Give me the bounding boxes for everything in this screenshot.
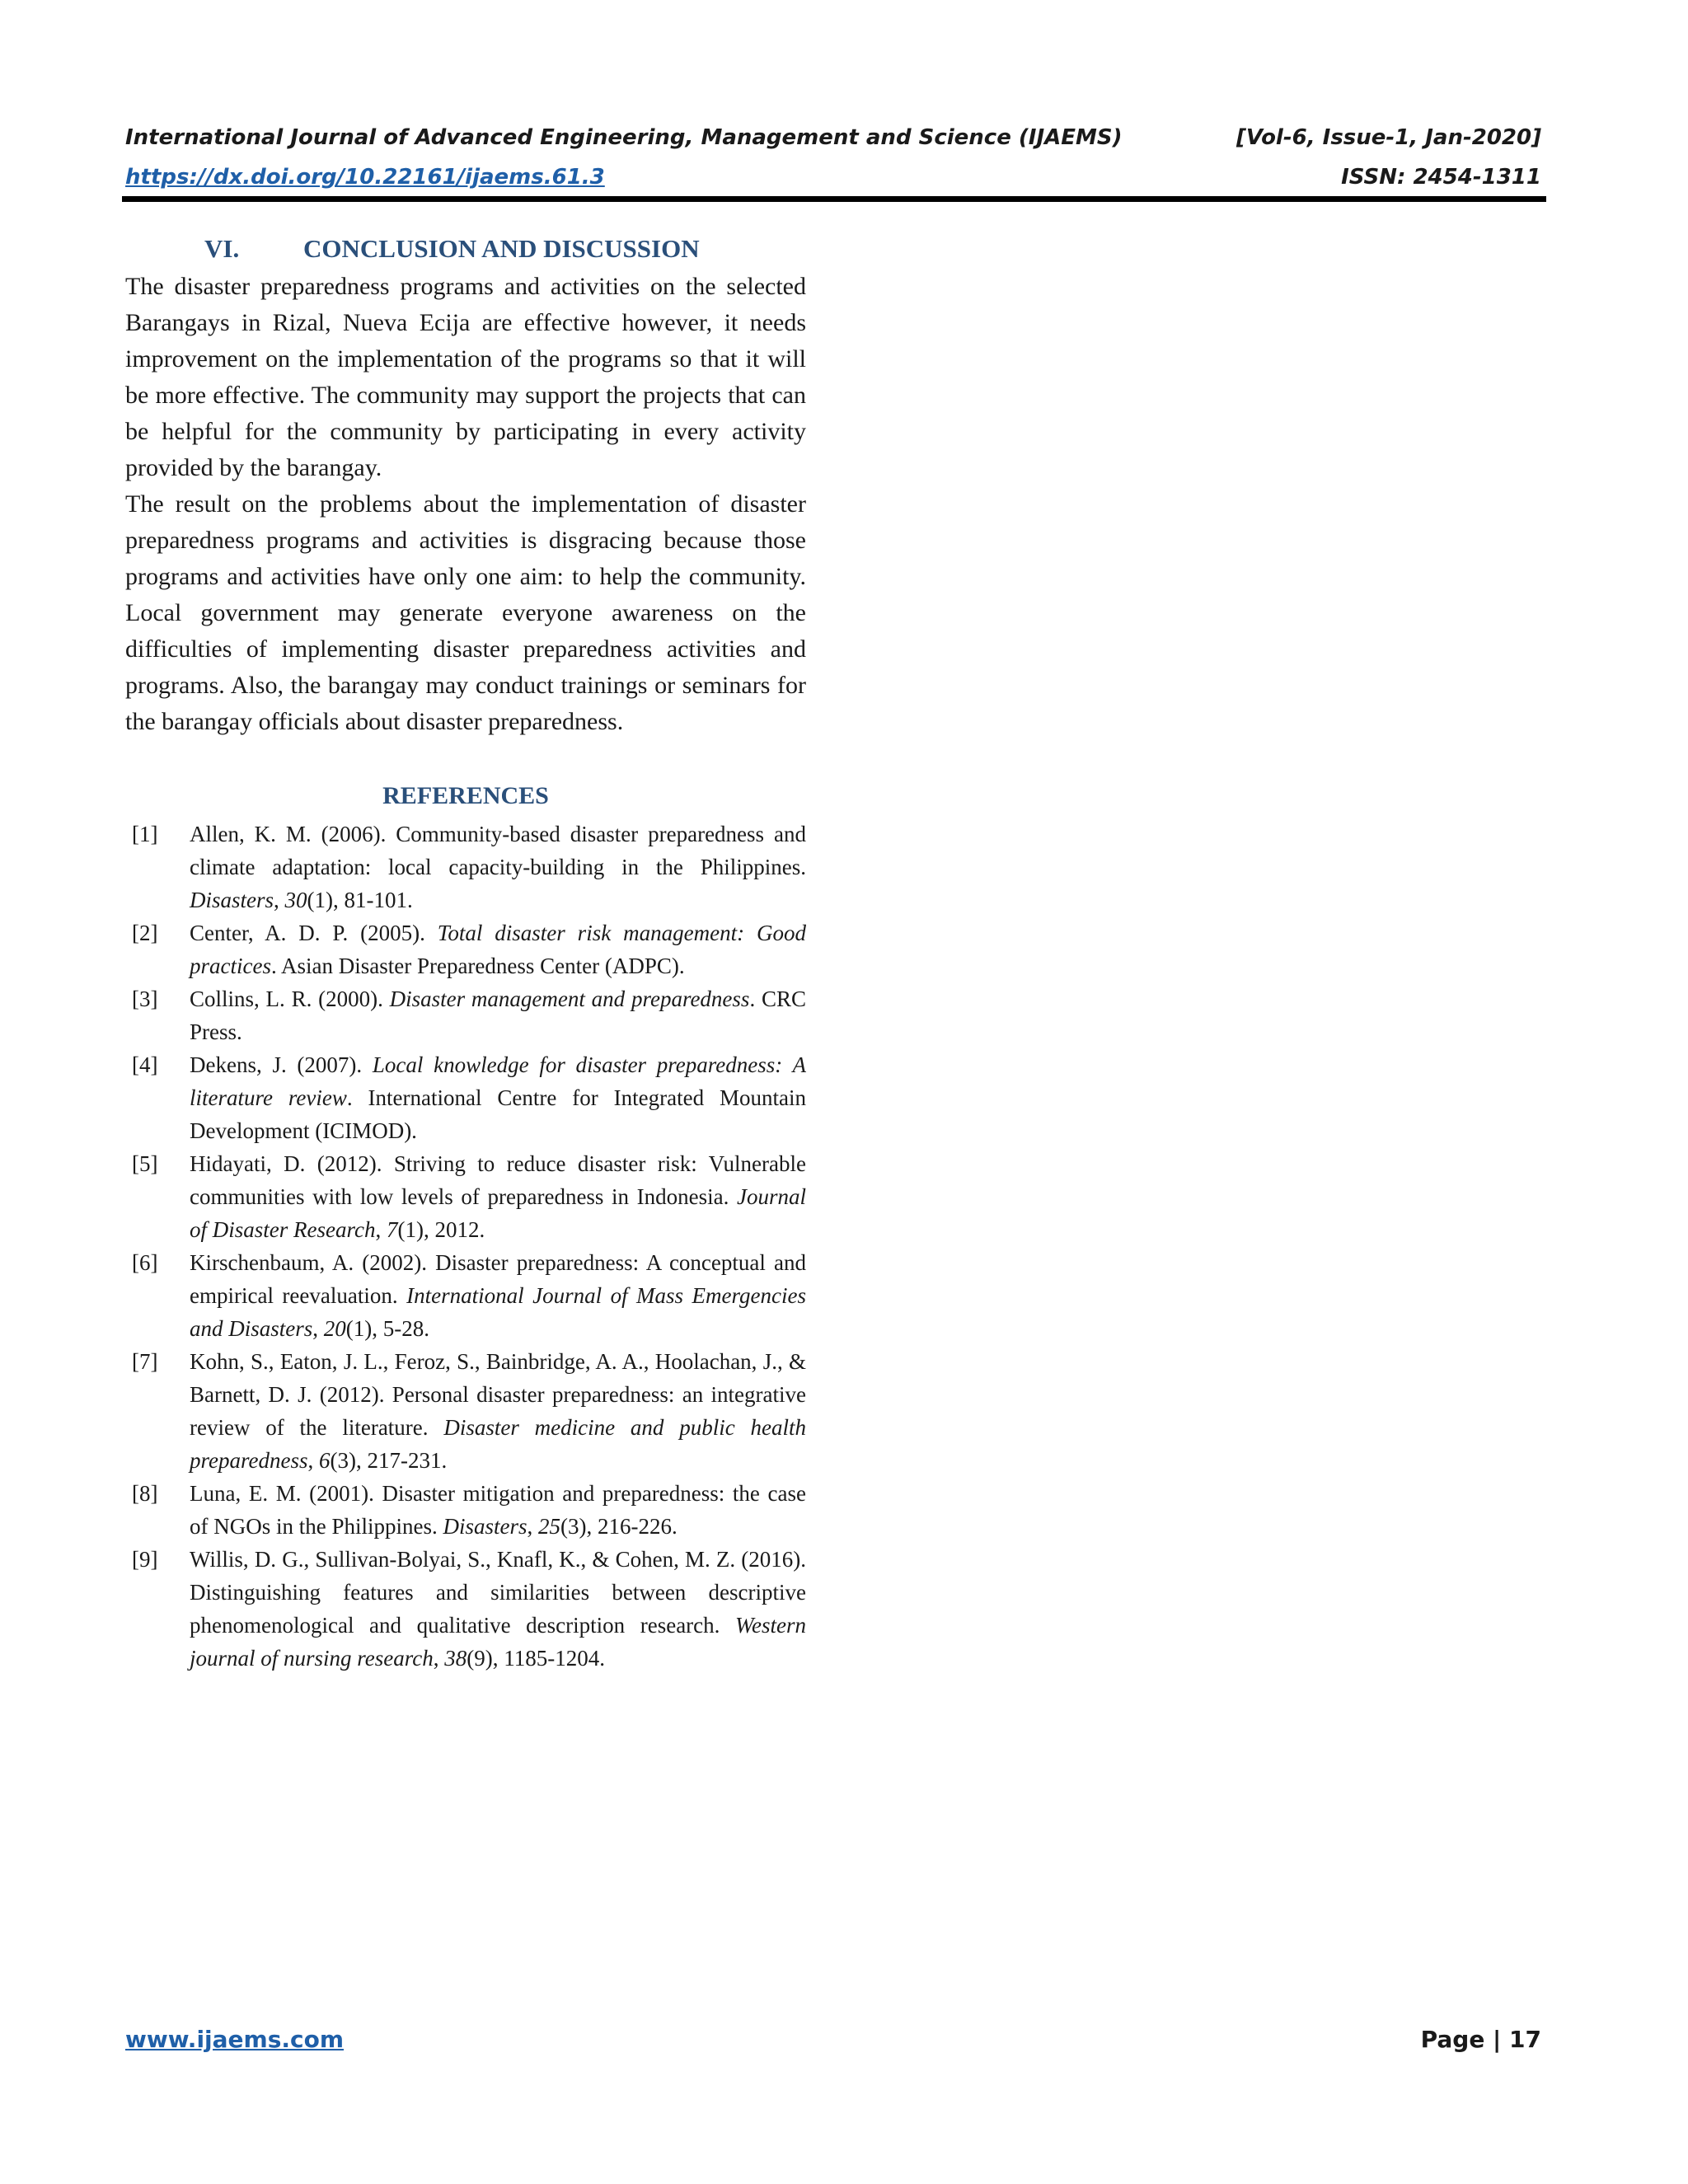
reference-number: [8] <box>132 1481 158 1506</box>
reference-italic: Local knowledge for disaster preparedness: A literature review <box>190 1052 806 1110</box>
section-title: CONCLUSION AND DISCUSSION <box>303 234 700 263</box>
reference-number: [5] <box>132 1151 158 1176</box>
reference-item <box>125 1477 806 1543</box>
reference-volume: 20 <box>323 1316 346 1341</box>
references-heading: REFERENCES <box>382 782 549 809</box>
reference-item <box>125 1543 806 1675</box>
references-list <box>125 818 806 1675</box>
reference-italic: Journal of Disaster Research <box>190 1184 806 1242</box>
reference-text <box>190 1048 806 1147</box>
reference-number: [1] <box>132 822 158 846</box>
reference-part: Hidayati, D. (2012). Striving to reduce disaster risk: Vulnerable communities with low levels of preparedness in Indonesia. <box>190 1151 806 1209</box>
reference-italic: Disasters <box>443 1514 528 1539</box>
reference-part: (3), 216-226. <box>560 1514 678 1539</box>
reference-text <box>190 1543 806 1675</box>
reference-volume: 30 <box>284 888 307 912</box>
reference-text <box>190 1345 806 1477</box>
reference-volume: 6 <box>318 1448 331 1473</box>
reference-item <box>125 818 806 916</box>
reference-part: (3), 217-231. <box>330 1448 448 1473</box>
reference-item <box>125 1345 806 1477</box>
reference-part: , <box>527 1514 539 1539</box>
reference-volume: 25 <box>538 1514 561 1539</box>
reference-text <box>190 982 806 1048</box>
volume-info: [Vol-6, Issue-1, Jan-2020] <box>1236 125 1541 150</box>
reference-italic: Western journal of nursing research <box>190 1613 806 1671</box>
reference-part: . Asian Disaster Preparedness Center (ADPC). <box>270 954 685 978</box>
reference-part: (9), 1185-1204. <box>467 1646 605 1671</box>
reference-part: , <box>274 888 285 912</box>
reference-part: , <box>375 1217 387 1242</box>
reference-part: (1), 81-101. <box>307 888 413 912</box>
reference-part: Allen, K. M. (2006). Community-based disaster preparedness and climate adaptation: local capacity-building in the Philippines. <box>190 822 806 879</box>
website-link[interactable]: www.ijaems.com <box>125 2026 345 2053</box>
reference-part: Center, A. D. P. (2005). <box>190 921 438 945</box>
reference-part: Luna, E. M. (2001). Disaster mitigation and preparedness: the case of NGOs in the Philippines. <box>190 1481 806 1539</box>
reference-part: , <box>433 1646 445 1671</box>
paragraph: The result on the problems about the implementation of disaster preparedness programs and activities is disgracing because those programs and activities have only one aim: to help the community. Local government may generate everyone awareness on the difficulties of implementing disaster preparedness activities and programs. Also, the barangay may conduct trainings or seminars for the barangay officials about disaster preparedness. <box>125 490 806 735</box>
reference-part: . CRC Press. <box>190 987 806 1044</box>
reference-part: . International Centre for Integrated Mountain Development (ICIMOD). <box>190 1085 806 1143</box>
reference-number: [7] <box>132 1349 158 1374</box>
doi-link[interactable]: https://dx.doi.org/10.22161/ijaems.61.3 <box>125 165 605 190</box>
paragraph: The disaster preparedness programs and activities on the selected Barangays in Rizal, Nueva Ecija are effective however, it needs improvement on the implementation of the programs so that it will be more effective. The community may support the projects that can be helpful for the community by participating in every activity provided by the barangay. <box>125 273 806 481</box>
header-rule <box>122 196 1546 202</box>
reference-part: Willis, D. G., Sullivan-Bolyai, S., Knafl, K., & Cohen, M. Z. (2016). Distinguishing features and similarities between descriptive phenomenological and qualitative description research. <box>190 1547 806 1638</box>
left-column <box>125 232 806 1675</box>
reference-part: (1), 2012. <box>397 1217 485 1242</box>
reference-item <box>125 982 806 1048</box>
reference-text <box>190 1147 806 1246</box>
reference-volume: 38 <box>444 1646 467 1671</box>
reference-item <box>125 916 806 982</box>
section-body <box>125 269 806 740</box>
section-heading <box>125 232 806 265</box>
reference-item <box>125 1147 806 1246</box>
reference-italic: Total disaster risk management: Good practices <box>190 921 806 978</box>
reference-number: [2] <box>132 921 158 945</box>
reference-number: [3] <box>132 987 158 1011</box>
reference-item <box>125 1246 806 1345</box>
journal-title: International Journal of Advanced Engineering, Management and Science (IJAEMS) <box>125 125 1123 150</box>
reference-number: [6] <box>132 1250 158 1275</box>
issn: ISSN: 2454-1311 <box>1341 165 1541 190</box>
reference-part: (1), 5-28. <box>345 1316 429 1341</box>
reference-italic: Disaster medicine and public health preparedness <box>190 1415 806 1473</box>
reference-text <box>190 1477 806 1543</box>
reference-text <box>190 1246 806 1345</box>
reference-part: , <box>307 1448 319 1473</box>
reference-text <box>190 818 806 916</box>
section-number: VI. <box>204 234 240 263</box>
reference-item <box>125 1048 806 1147</box>
reference-part: Collins, L. R. (2000). <box>190 987 390 1011</box>
reference-part: , <box>312 1316 324 1341</box>
reference-number: [4] <box>132 1052 158 1077</box>
reference-part: Dekens, J. (2007). <box>190 1052 373 1077</box>
reference-italic: Disasters <box>190 888 274 912</box>
reference-number: [9] <box>132 1547 158 1572</box>
page-number: Page | 17 <box>1420 2026 1541 2053</box>
reference-part: Kohn, S., Eaton, J. L., Feroz, S., Bainbridge, A. A., Hoolachan, J., & Barnett, D. J. (2012). Personal disaster preparedness: an integrative review of the literature. <box>190 1349 806 1440</box>
page-header <box>125 118 1541 197</box>
reference-part: Kirschenbaum, A. (2002). Disaster preparedness: A conceptual and empirical reevaluation. <box>190 1250 806 1308</box>
reference-text <box>190 916 806 982</box>
reference-italic: Disaster management and preparedness <box>389 987 750 1011</box>
reference-volume: 7 <box>386 1217 398 1242</box>
page-footer <box>125 2026 1541 2053</box>
reference-italic: International Journal of Mass Emergencies and Disasters <box>190 1283 806 1341</box>
